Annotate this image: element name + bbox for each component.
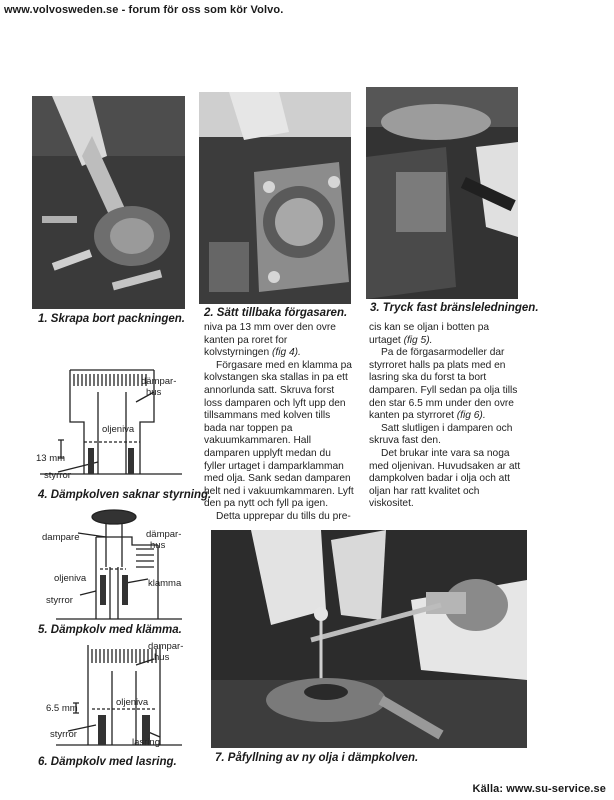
col2-fig-ref-5: (fig 5).	[403, 334, 433, 346]
text-column-2	[369, 322, 521, 511]
d5-damper-label: dampare	[42, 532, 80, 543]
diagram-damper-no-guide	[36, 362, 186, 480]
diagram-damper-with-lock-ring	[36, 641, 186, 753]
photo-fuel-line	[366, 87, 518, 299]
photo-scrape-gasket	[32, 96, 185, 309]
d6-housing-label-2: hus	[154, 652, 170, 663]
photo-2-caption: 2. Sätt tillbaka förgasaren.	[204, 307, 348, 319]
col2-para-4: Det brukar inte vara sa noga med oljenivan. Huvudsaken ar att dampkolven badar i olja och att oljan har ratt kvalitet och viskositet.	[369, 447, 521, 510]
d6-tube-label: styrror	[50, 729, 77, 740]
d5-tube-label: styrror	[46, 595, 73, 606]
site-header: www.volvosweden.se - forum för oss som kör Volvo.	[4, 4, 284, 16]
col2-para-3: Satt slutligen i damparen och skruva fast den.	[369, 422, 513, 447]
col1-fig-ref-4: (fig 4).	[271, 347, 301, 359]
d6-mm-label: 6.5 mm	[46, 703, 78, 714]
d6-oil-label: oljeniva	[116, 697, 149, 708]
d5-oil-label: oljeniva	[54, 573, 87, 584]
diagram-6-caption: 6. Dämpkolv med lasring.	[38, 756, 177, 768]
photo-1-caption: 1. Skrapa bort packningen.	[38, 313, 185, 325]
d6-ring-label: lasring	[132, 737, 160, 748]
photo-refit-carburettor	[199, 92, 351, 304]
d5-clamp-label: klamma	[148, 578, 182, 589]
photo-refill-oil	[211, 530, 527, 748]
d6-housing-label-1: dampar-	[148, 641, 184, 652]
col1-para-2: Förgasare med en klamma pa kolvstangen ska stallas in pa ett annorlunda satt. Skruva forst loss damparen och lyft upp den tillsammans med kolven tills bada nar toppen pa vakuumkammaren. Hall damparen upplyft medan du fyller urtaget i damparklamman med olja. Sank sedan damparen helt ned i vakuumkammaren. Lyft den pa nytt och fyll pa igen.	[204, 359, 354, 510]
col2-fig-ref-6: (fig 6).	[456, 410, 486, 422]
diagram-4-caption: 4. Dämpkolven saknar styrning.	[38, 489, 212, 501]
col2-para-1: cis kan se oljan i botten pa urtaget	[369, 322, 490, 346]
source-footer: Källa: www.su-service.se	[472, 783, 606, 795]
text-column-1	[204, 322, 354, 524]
photo-3-caption: 3. Tryck fast bränsleledningen.	[370, 302, 539, 314]
d5-housing-label-2: hus	[150, 540, 166, 551]
d5-housing-label-1: dämpar-	[146, 529, 182, 540]
col1-para-3: Detta upprepar du tills du pre-	[216, 510, 351, 522]
d4-tube-label: styrror	[44, 470, 71, 481]
diagram-5-caption: 5. Dämpkolv med klämma.	[38, 624, 182, 636]
col1-para-1: niva pa 13 mm over den ovre kanten pa roret for kolvstyrningen	[204, 322, 336, 359]
d4-housing-label-2: hus	[146, 387, 162, 398]
d4-mm-label: 13 mm	[36, 453, 66, 464]
col2-para-2: Pa de förgasarmodeller dar styrroret halls pa plats med en lasring ska du forst ta bort damparen. Fyll sedan pa olja tills den star 6.5 mm under den ovre kanten pa styrroret	[369, 347, 518, 422]
diagram-damper-with-clamp	[36, 507, 186, 621]
photo-7-caption: 7. Påfyllning av ny olja i dämpkolven.	[215, 752, 419, 764]
d4-housing-label-1: dämpar-	[141, 376, 177, 387]
d4-oil-label: oljeniva	[102, 424, 135, 435]
